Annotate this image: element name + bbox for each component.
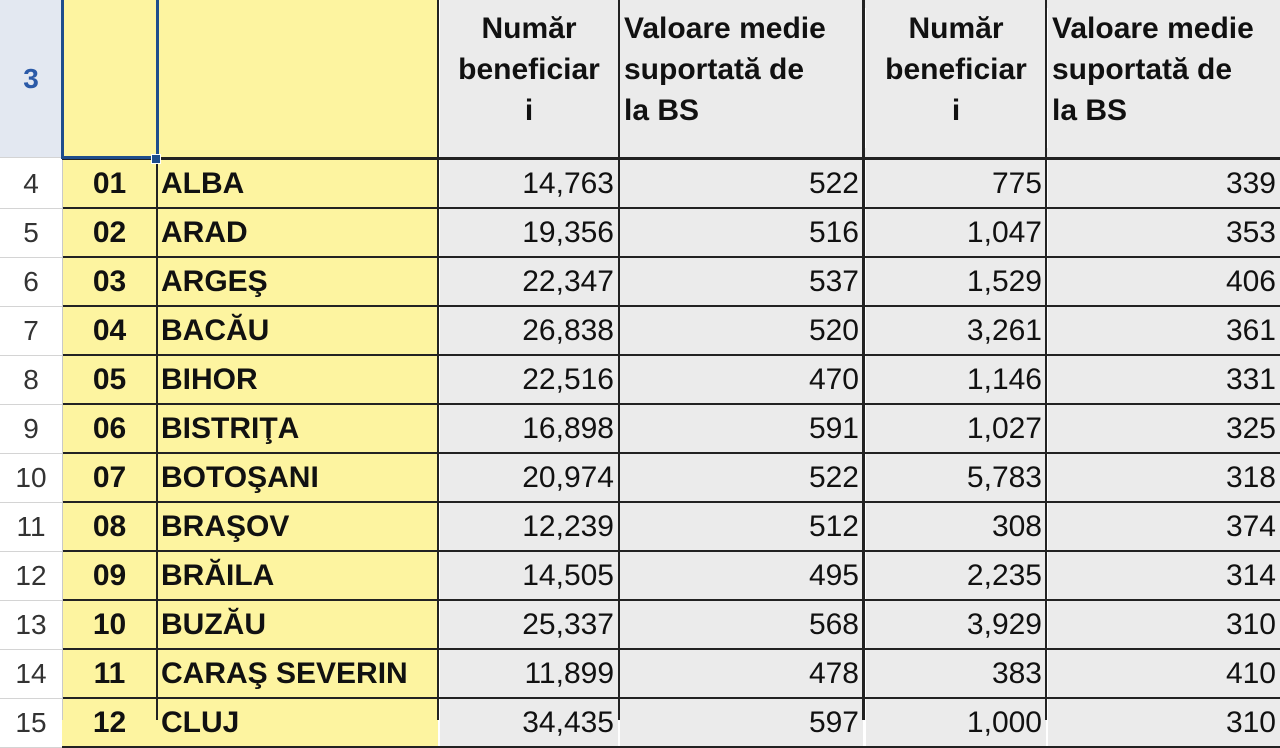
column-header-beneficiari-1[interactable] [440, 8, 618, 148]
row-header-4[interactable]: 4 [0, 160, 62, 209]
code-cell[interactable]: 11 [62, 650, 157, 697]
code-cell[interactable]: 09 [62, 552, 157, 599]
beneficiari-cell-1[interactable]: 16,898 [440, 405, 618, 452]
active-cell-selection[interactable] [61, 0, 159, 159]
valoare-medie-cell-2[interactable]: 314 [1048, 552, 1280, 599]
beneficiari-cell-1[interactable]: 19,356 [440, 209, 618, 256]
county-cell[interactable]: BACĂU [157, 307, 438, 354]
county-cell[interactable]: ALBA [157, 160, 438, 207]
beneficiari-cell-1[interactable]: 26,838 [440, 307, 618, 354]
beneficiari-cell-2[interactable]: 1,000 [866, 699, 1046, 746]
beneficiari-cell-2[interactable]: 3,261 [866, 307, 1046, 354]
code-cell[interactable]: 04 [62, 307, 157, 354]
row-header-13[interactable]: 13 [0, 601, 62, 650]
column-border [1045, 0, 1047, 720]
header-line: la BS [1052, 94, 1128, 127]
county-cell[interactable]: CARAŞ SEVERIN [157, 650, 438, 697]
county-header-cell[interactable] [157, 0, 438, 158]
beneficiari-cell-1[interactable]: 11,899 [440, 650, 618, 697]
header-line: beneficiar [885, 53, 1027, 86]
valoare-medie-cell-1[interactable]: 537 [620, 258, 863, 305]
beneficiari-cell-2[interactable]: 2,235 [866, 552, 1046, 599]
row-header-3[interactable]: 3 [0, 0, 62, 158]
valoare-medie-cell-2[interactable]: 331 [1048, 356, 1280, 403]
valoare-medie-cell-1[interactable]: 512 [620, 503, 863, 550]
header-line: i [951, 94, 961, 127]
beneficiari-cell-1[interactable]: 25,337 [440, 601, 618, 648]
county-cell[interactable]: BISTRIŢA [157, 405, 438, 452]
row-header-5[interactable]: 5 [0, 209, 62, 258]
code-cell[interactable]: 10 [62, 601, 157, 648]
county-cell[interactable]: CLUJ [157, 699, 438, 746]
beneficiari-cell-2[interactable]: 383 [866, 650, 1046, 697]
header-line: suportată de [1052, 53, 1233, 86]
valoare-medie-cell-2[interactable]: 374 [1048, 503, 1280, 550]
header-gray-fill [440, 0, 1280, 8]
header-line: Număr [481, 12, 577, 45]
valoare-medie-cell-1[interactable]: 597 [620, 699, 863, 746]
valoare-medie-cell-2[interactable]: 318 [1048, 454, 1280, 501]
beneficiari-cell-1[interactable]: 22,516 [440, 356, 618, 403]
beneficiari-cell-1[interactable]: 22,347 [440, 258, 618, 305]
valoare-medie-cell-2[interactable]: 339 [1048, 160, 1280, 207]
beneficiari-cell-2[interactable]: 1,146 [866, 356, 1046, 403]
code-cell[interactable]: 05 [62, 356, 157, 403]
beneficiari-cell-2[interactable]: 5,783 [866, 454, 1046, 501]
beneficiari-cell-2[interactable]: 775 [866, 160, 1046, 207]
fill-handle[interactable] [151, 154, 161, 164]
code-cell[interactable]: 02 [62, 209, 157, 256]
column-border [862, 0, 865, 720]
row-header-12[interactable]: 12 [0, 552, 62, 601]
beneficiari-cell-1[interactable]: 20,974 [440, 454, 618, 501]
beneficiari-cell-2[interactable]: 1,027 [866, 405, 1046, 452]
header-line: Valoare medie [624, 12, 826, 45]
valoare-medie-cell-2[interactable]: 410 [1048, 650, 1280, 697]
header-line: Număr [908, 12, 1004, 45]
row-header-6[interactable]: 6 [0, 258, 62, 307]
valoare-medie-cell-1[interactable]: 495 [620, 552, 863, 599]
column-border [618, 0, 620, 720]
valoare-medie-cell-2[interactable]: 310 [1048, 601, 1280, 648]
county-cell[interactable]: ARAD [157, 209, 438, 256]
header-line: beneficiar [458, 53, 600, 86]
valoare-medie-cell-2[interactable]: 361 [1048, 307, 1280, 354]
county-cell[interactable]: ARGEŞ [157, 258, 438, 305]
row-header-14[interactable]: 14 [0, 650, 62, 699]
valoare-medie-cell-2[interactable]: 353 [1048, 209, 1280, 256]
code-cell[interactable]: 12 [62, 699, 157, 746]
row-header-7[interactable]: 7 [0, 307, 62, 356]
header-bottom-border [62, 157, 1280, 160]
column-header-beneficiari-2[interactable] [866, 8, 1046, 148]
county-cell[interactable]: BRĂILA [157, 552, 438, 599]
beneficiari-cell-2[interactable]: 1,529 [866, 258, 1046, 305]
header-line: Valoare medie [1052, 12, 1254, 45]
beneficiari-cell-1[interactable]: 14,505 [440, 552, 618, 599]
beneficiari-cell-2[interactable]: 1,047 [866, 209, 1046, 256]
valoare-medie-cell-1[interactable]: 520 [620, 307, 863, 354]
header-line: la BS [624, 94, 700, 127]
county-cell[interactable]: BRAŞOV [157, 503, 438, 550]
column-header-valoare-medie-2[interactable] [1048, 8, 1280, 148]
county-cell[interactable]: BUZĂU [157, 601, 438, 648]
valoare-medie-cell-2[interactable]: 310 [1048, 699, 1280, 746]
code-cell[interactable]: 06 [62, 405, 157, 452]
valoare-medie-cell-1[interactable]: 516 [620, 209, 863, 256]
beneficiari-cell-1[interactable]: 34,435 [440, 699, 618, 746]
row-header-8[interactable]: 8 [0, 356, 62, 405]
valoare-medie-cell-1[interactable]: 522 [620, 160, 863, 207]
beneficiari-cell-1[interactable]: 12,239 [440, 503, 618, 550]
row-header-11[interactable]: 11 [0, 503, 62, 552]
row-header-10[interactable]: 10 [0, 454, 62, 503]
code-cell[interactable]: 07 [62, 454, 157, 501]
column-border [437, 0, 439, 720]
valoare-medie-cell-2[interactable]: 406 [1048, 258, 1280, 305]
code-cell[interactable]: 01 [62, 160, 157, 207]
header-line: suportată de [624, 53, 805, 86]
valoare-medie-cell-1[interactable]: 478 [620, 650, 863, 697]
valoare-medie-cell-1[interactable]: 591 [620, 405, 863, 452]
valoare-medie-cell-1[interactable]: 522 [620, 454, 863, 501]
valoare-medie-cell-2[interactable]: 325 [1048, 405, 1280, 452]
code-cell[interactable]: 08 [62, 503, 157, 550]
beneficiari-cell-2[interactable]: 308 [866, 503, 1046, 550]
valoare-medie-cell-1[interactable]: 568 [620, 601, 863, 648]
row-header-15[interactable]: 15 [0, 699, 62, 748]
code-cell[interactable]: 03 [62, 258, 157, 305]
row-header-9[interactable]: 9 [0, 405, 62, 454]
beneficiari-cell-1[interactable]: 14,763 [440, 160, 618, 207]
county-cell[interactable]: BOTOŞANI [157, 454, 438, 501]
beneficiari-cell-2[interactable]: 3,929 [866, 601, 1046, 648]
column-header-valoare-medie-1[interactable] [620, 8, 863, 148]
header-line: i [524, 94, 534, 127]
county-cell[interactable]: BIHOR [157, 356, 438, 403]
valoare-medie-cell-1[interactable]: 470 [620, 356, 863, 403]
